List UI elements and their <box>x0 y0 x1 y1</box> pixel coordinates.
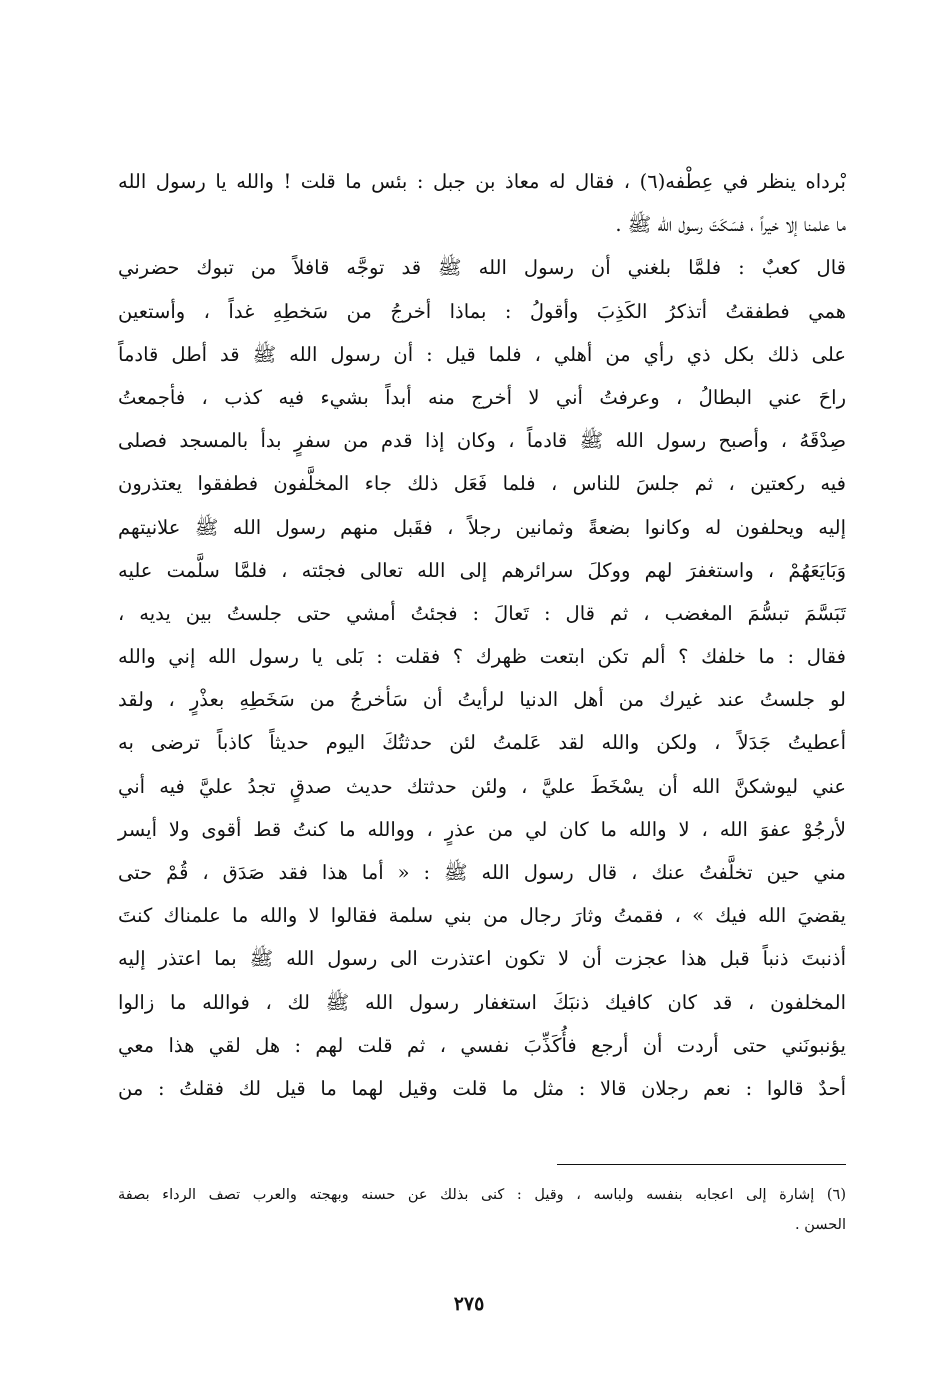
text-line: عني ليوشكنَّ الله أن يسْخَطَ عليَّ ، ولئن حدثتك حديث صدقٍ تجدُ عليَّ فيه أني <box>118 774 846 798</box>
text-line: لو جلستُ عند غيرك من أهل الدنيا لرأيتُ أن سَأخرجُ من سَخَطِهِ بعذْرٍ ، ولقد <box>118 688 846 712</box>
text-line: أحدٌ قالوا : نعم رجلان قالا : مثل ما قلت وقيل لهما ما قيل لك فقلتُ : من <box>118 1076 846 1100</box>
page-number: ٢٧٥ <box>453 1293 485 1315</box>
text-line: ما علمنا إلا خيراً ، فسَكَتَ رسول الله ﷺ . <box>615 213 846 237</box>
text-line: فقال : ما خلفك ؟ ألم تكن ابتعت ظهرك ؟ فقلت : بَلى يا رسول الله إني والله <box>118 645 846 669</box>
text-line: مني حين تخلَّفتُ عنك ، قال رسول الله ﷺ : « أما هذا فقد صَدَق ، قُمْ حتى <box>118 861 846 884</box>
text-line: صِدْقَهُ ، وأصبح رسول الله ﷺ قادماً ، وكان إذا قدم من سفرٍ بدأ بالمسجد فصلى <box>118 429 846 453</box>
text-line: إليه ويحلفون له وكانوا بضعةً وثمانين رجلاً ، فقَبل منهم رسول الله ﷺ علانيتهم <box>118 515 846 539</box>
footnote-divider <box>557 1164 846 1165</box>
text-line: أذنبتَ ذنباً قبل هذا عجزت أن لا تكون اعتذرت الى رسول الله ﷺ بما اعتذر إليه <box>118 947 846 971</box>
text-line: لأرجُوْ عفوَ الله ، لا والله ما كان لي من عذرٍ ، ووالله ما كنتُ قط أقوى ولا أيسر <box>118 817 846 841</box>
text-line: وَبَايَعَهُمْ ، واستغفرَ لهم ووكلَ سرائرهم إلى الله تعالى فجئته ، فلمَّا سلَّمت عليه <box>118 558 846 582</box>
text-line: يقضيَ الله فيك » ، فقمتُ وثارَ رجال من بني سلمة فقالوا لا والله ما علمناك كنتَ <box>118 904 846 928</box>
text-line: المخلفون ، قد كان كافيك ذنبَكَ استغفار رسول الله ﷺ لك ، فوالله ما زالوا <box>118 990 846 1014</box>
text-line: قال كعبٌ : فلمَّا بلغني أن رسول الله ﷺ قد توجَّه قافلاً من تبوك حضرني <box>118 256 846 280</box>
footnote-line: (٦) إشارة إلى اعجابه بنفسه ولباسه ، وقيل : كنى بذلك عن حسنه وبهجته والعرب تصف الرداء بصفة <box>118 1187 846 1203</box>
text-line: أعطيتُ جَدَلاً ، ولكن والله لقد عَلمتُ لئن حدثتُكَ اليوم حديثاً كاذباً ترضى به <box>118 731 846 755</box>
text-line: همي فطفقتُ أتذكرُ الكَذِبَ وأقولُ : بماذا أخرجُ من سَخطِهِ غداً ، وأستعين <box>118 299 846 323</box>
text-line: تَبَسَّمَ تبسُّمَ المغضب ، ثم قال : تَعالَ : فجئتُ أمشي حتى جلستُ بين يديه ، <box>118 601 846 625</box>
text-line: يؤنبونَني حتى أردت أن أرجع فأُكَذِّبَ نفسي ، ثم قلت لهم : هل لقي هذا معي <box>118 1033 846 1057</box>
text-line: بْرداه ينظر في عِطْفه(٦) ، فقال له معاذ بن جبل : بئس ما قلت ! والله يا رسول الله <box>118 170 846 193</box>
footnote-block <box>118 1180 846 1240</box>
footnote-line: الحسن . <box>795 1217 846 1233</box>
text-line: فيه ركعتين ، ثم جلسَ للناس ، فلما فَعَل ذلك جاء المخلَّفون فطفقوا يعتذرون <box>118 472 846 496</box>
main-text-block <box>118 160 846 1110</box>
text-line: راحَ عني البطالُ ، وعرفتُ أني لا أخرج منه أبداً بشيء فيه كذب ، فأجمعتُ <box>118 385 846 409</box>
text-line: على ذلك بكل ذي رأي من أهلي ، فلما قيل : أن رسول الله ﷺ قد أطل قادماً <box>118 342 846 366</box>
